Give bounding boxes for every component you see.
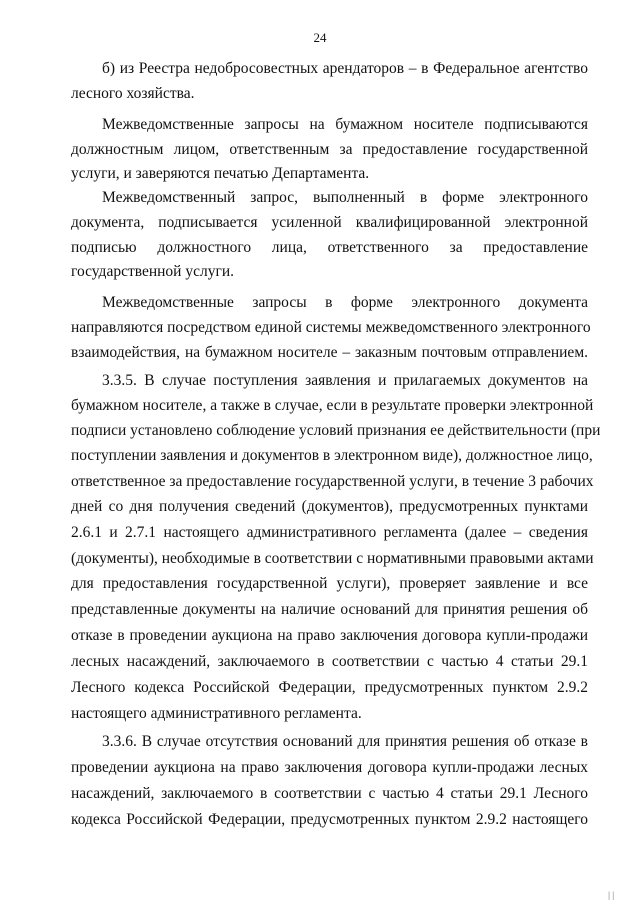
text-line: подписи установлено соблюдение условий признания ее действительности (при	[71, 422, 601, 439]
text-line: подписью должностного лица, ответственного за предоставление	[71, 239, 588, 256]
text-line: должностным лицом, ответственным за предоставление государственной	[71, 141, 588, 158]
text-line: для предоставления государственной услуги), проверяет заявление и все	[71, 575, 588, 592]
text-line: Межведомственные запросы в форме электронного документа	[102, 294, 588, 311]
text-line: б) из Реестра недобросовестных арендаторов – в Федеральное агентство	[102, 60, 588, 77]
scan-artifact-mark: | |	[608, 890, 614, 900]
text-line: отказе в проведении аукциона на право заключения договора купли-продажи	[71, 627, 588, 644]
text-line: лесного хозяйства.	[71, 85, 195, 102]
page-number: 24	[313, 30, 327, 45]
text-line: направляются посредством единой системы межведомственного электронного	[71, 319, 591, 336]
text-line: Лесного кодекса Российской Федерации, предусмотренных пунктом 2.9.2	[71, 679, 588, 696]
text-line: документа, подписывается усиленной квалифицированной электронной	[71, 214, 588, 231]
text-line: услуги, и заверяются печатью Департамента.	[71, 165, 370, 182]
text-line: Межведомственный запрос, выполненный в форме электронного	[102, 189, 588, 206]
text-line: 3.3.5. В случае поступления заявления и прилагаемых документов на	[102, 372, 588, 389]
text-line: бумажном носителе, а также в случае, если в результате проверки электронной	[71, 397, 594, 414]
text-line: (документы), необходимые в соответствии с нормативными правовыми актами	[71, 550, 594, 567]
text-line: ответственное за предоставление государственной услуги, в течение 3 рабочих	[71, 473, 594, 490]
text-line: кодекса Российской Федерации, предусмотренных пунктом 2.9.2 настоящего	[71, 811, 588, 828]
text-line: настоящего административного регламента.	[71, 705, 362, 722]
text-line: дней со дня получения сведений (документов), предусмотренных пунктами	[71, 498, 588, 515]
text-line: взаимодействия, на бумажном носителе – заказным почтовым отправлением.	[71, 344, 588, 361]
text-line: государственной услуги.	[71, 263, 234, 280]
text-line: 2.6.1 и 2.7.1 настоящего административного регламента (далее – сведения	[71, 524, 588, 541]
text-line: поступлении заявления и документов в электронном виде), должностное лицо,	[71, 447, 593, 464]
text-line: представленные документы на наличие оснований для принятия решения об	[71, 601, 588, 618]
text-line: насаждений, заключаемого в соответствии с частью 4 статьи 29.1 Лесного	[71, 785, 588, 802]
text-line: лесных насаждений, заключаемого в соответствии с частью 4 статьи 29.1	[71, 653, 588, 670]
text-line: Межведомственные запросы на бумажном носителе подписываются	[102, 116, 588, 133]
text-line: 3.3.6. В случае отсутствия оснований для принятия решения об отказе в	[102, 733, 588, 750]
text-line: проведении аукциона на право заключения договора купли-продажи лесных	[71, 759, 588, 776]
